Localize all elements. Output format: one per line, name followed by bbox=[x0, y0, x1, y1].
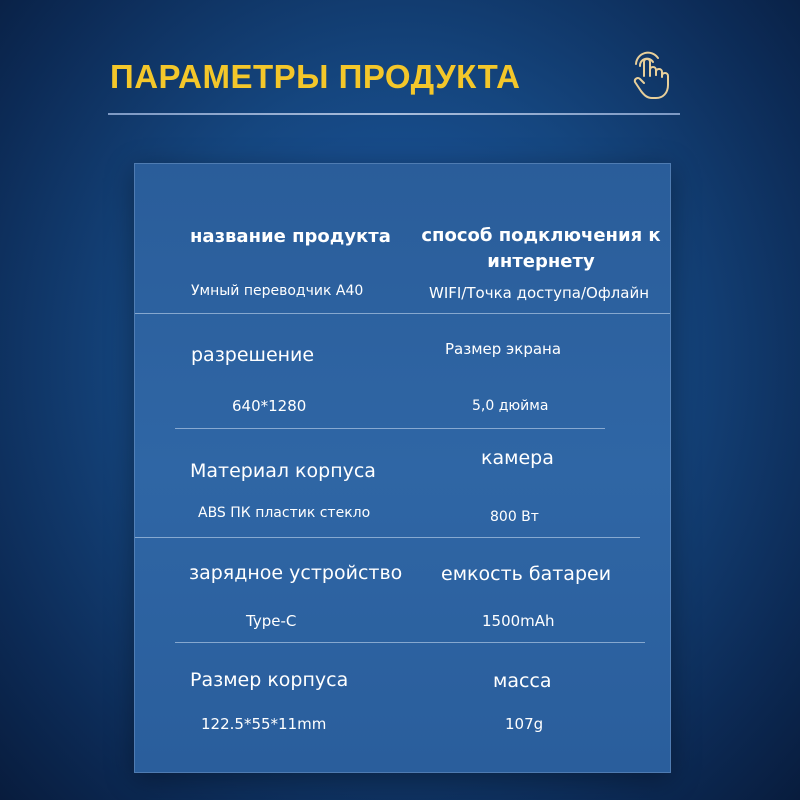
body-size-label: Размер корпуса bbox=[190, 669, 349, 691]
row-divider bbox=[175, 428, 605, 429]
charger-value: Type-C bbox=[246, 612, 297, 630]
screen-size-value: 5,0 дюйма bbox=[472, 398, 549, 414]
title-divider bbox=[108, 113, 680, 115]
row-divider bbox=[175, 642, 645, 643]
weight-label: масса bbox=[493, 670, 552, 692]
body-material-value: ABS ПК пластик стекло bbox=[198, 505, 371, 521]
camera-label: камера bbox=[481, 447, 554, 469]
product-name-label: название продукта bbox=[190, 226, 391, 247]
battery-value: 1500mAh bbox=[482, 612, 555, 630]
resolution-value: 640*1280 bbox=[232, 397, 307, 415]
connection-label: способ подключения к интернету bbox=[421, 225, 661, 272]
weight-value: 107g bbox=[505, 715, 544, 733]
body-size-value: 122.5*55*11mm bbox=[201, 715, 327, 733]
resolution-label: разрешение bbox=[191, 344, 315, 366]
battery-label: емкость батареи bbox=[441, 563, 612, 585]
row-divider bbox=[135, 537, 640, 538]
spec-panel bbox=[134, 163, 671, 773]
page-title: ПАРАМЕТРЫ ПРОДУКТА bbox=[110, 58, 521, 95]
screen-size-label: Размер экрана bbox=[445, 340, 562, 358]
camera-value: 800 Вт bbox=[490, 509, 539, 525]
charger-label: зарядное устройство bbox=[189, 562, 403, 584]
body-material-label: Материал корпуса bbox=[190, 460, 376, 482]
row-divider bbox=[135, 313, 670, 314]
touch-hand-icon bbox=[626, 46, 674, 102]
connection-value: WIFI/Точка доступа/Офлайн bbox=[429, 284, 650, 302]
product-name-value: Умный переводчик A40 bbox=[191, 283, 364, 299]
